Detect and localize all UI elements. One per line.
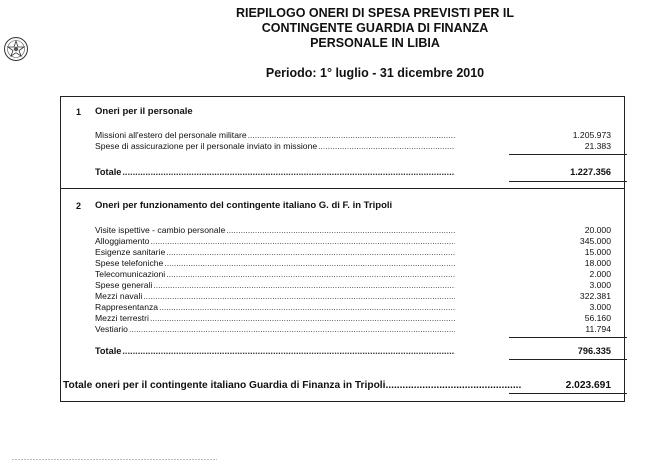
document-title <box>150 6 600 51</box>
table-row <box>95 247 611 258</box>
grand-total-rule <box>509 393 627 394</box>
total-amount: 796.335 <box>577 346 611 356</box>
section-1-total-row <box>95 166 611 179</box>
period-heading: Periodo: 1° luglio - 31 dicembre 2010 <box>265 66 485 80</box>
republic-emblem-icon <box>3 36 29 62</box>
row-amount: 15.000 <box>584 247 611 257</box>
row-amount: 21.383 <box>584 141 611 151</box>
subtotal-rule <box>509 154 627 155</box>
row-amount: 3.000 <box>589 302 611 312</box>
table-row <box>95 225 611 236</box>
table-row <box>95 236 611 247</box>
dot-leader <box>318 141 455 152</box>
row-amount: 56.160 <box>584 313 611 323</box>
row-label: Alloggiamento <box>95 236 150 246</box>
row-amount: 18.000 <box>584 258 611 268</box>
row-label: Esigenze sanitarie <box>95 247 166 257</box>
dot-leader <box>166 247 455 258</box>
dot-leader <box>164 258 455 269</box>
dot-leader <box>129 324 455 335</box>
total-amount: 1.227.356 <box>570 167 611 177</box>
row-label: Visite ispettive - cambio personale <box>95 225 226 235</box>
table-row <box>95 130 611 141</box>
grand-total-amount: 2.023.691 <box>565 380 611 391</box>
dot-leader <box>122 166 455 179</box>
table-row <box>95 291 611 302</box>
section-2-number: 2 <box>76 201 82 211</box>
dot-leader <box>122 345 455 358</box>
dot-leader <box>159 302 455 313</box>
table-row <box>95 269 611 280</box>
row-amount: 322.381 <box>579 291 611 301</box>
total-label: Totale <box>95 346 122 356</box>
total-label: Totale <box>95 167 122 177</box>
row-label: Missioni all'estero del personale militare <box>95 130 247 140</box>
total-rule <box>509 181 627 182</box>
row-amount: 11.794 <box>585 324 611 334</box>
title-line-2: CONTINGENTE GUARDIA DI FINANZA <box>261 21 489 35</box>
row-label: Mezzi navali <box>95 291 143 301</box>
row-label: Mezzi terrestri <box>95 313 149 323</box>
row-label: Telecomunicazioni <box>95 269 166 279</box>
row-amount: 2.000 <box>589 269 611 279</box>
dot-leader <box>143 291 455 302</box>
section-1-title: Oneri per il personale <box>95 106 193 117</box>
row-label: Rappresentanza <box>95 302 159 312</box>
row-amount: 345.000 <box>579 236 611 246</box>
row-amount: 20.000 <box>584 225 611 235</box>
dot-leader <box>166 269 455 280</box>
summary-table <box>60 96 625 402</box>
footer-print-mark <box>12 458 217 461</box>
title-line-1: RIEPILOGO ONERI DI SPESA PREVISTI PER IL <box>235 6 515 20</box>
subtotal-rule <box>509 337 627 338</box>
row-label: Spese telefoniche <box>95 258 164 268</box>
table-row <box>95 324 611 335</box>
table-row <box>95 258 611 269</box>
dot-leader <box>153 280 455 291</box>
section-2-title: Oneri per funzionamento del contingente italiano G. di F. in Tripoli <box>95 200 393 211</box>
dot-leader <box>150 236 455 247</box>
table-row <box>95 313 611 324</box>
section-divider <box>61 188 624 189</box>
section-2-total-row <box>95 345 611 358</box>
dot-leader <box>385 379 521 392</box>
total-rule <box>509 359 627 360</box>
row-label: Spese di assicurazione per il personale inviato in missione <box>95 141 318 151</box>
table-row <box>95 141 611 152</box>
row-label: Spese generali <box>95 280 153 290</box>
grand-total-row <box>63 379 611 392</box>
row-label: Vestiario <box>95 324 128 334</box>
table-row <box>95 280 611 291</box>
row-amount: 1.205.973 <box>572 130 611 140</box>
grand-total-label: Totale oneri per il contingente italiano Guardia di Finanza in Tripoli <box>63 380 386 391</box>
section-1-number: 1 <box>76 107 82 117</box>
row-amount: 3.000 <box>589 280 611 290</box>
title-line-3: PERSONALE IN LIBIA <box>310 36 440 50</box>
dot-leader <box>248 130 455 141</box>
dot-leader <box>150 313 455 324</box>
dot-leader <box>226 225 455 236</box>
table-row <box>95 302 611 313</box>
